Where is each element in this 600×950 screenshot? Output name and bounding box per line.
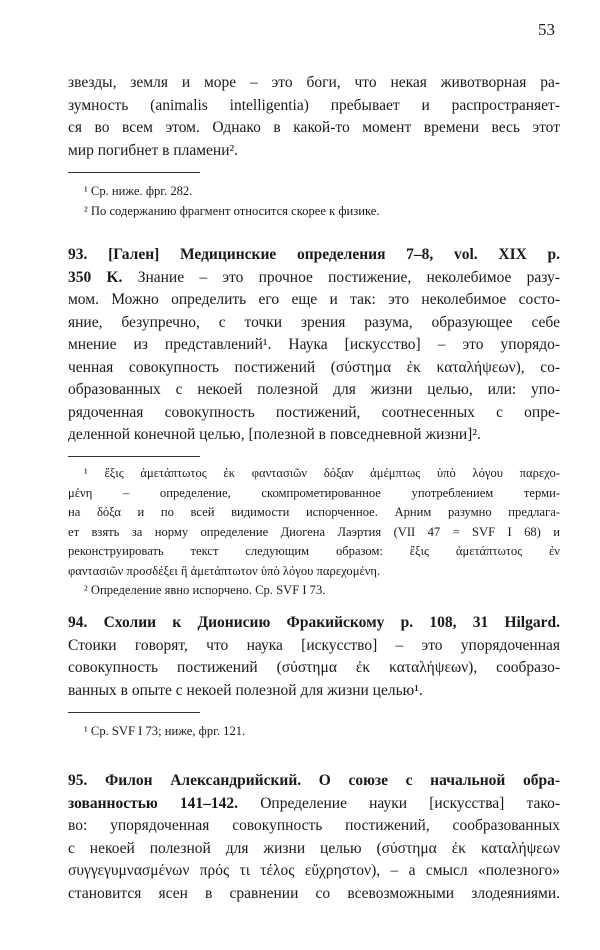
text-line: деленной конечной целью, [полезной в повседневной жизни]². <box>68 426 481 443</box>
fragment-93 <box>68 244 560 447</box>
text-line: становится ясен в сравнении со всевозможными злодеяниями. <box>68 884 560 902</box>
footnote: ¹ Ср. ниже. фрг. 282. <box>84 184 193 198</box>
text-line: ся во всем этом. Однако в какой-то момент времени весь этот <box>68 119 560 136</box>
text-line: совокупность постижений (σύστημα ἐκ καταλήψεων), сообразо- <box>68 659 560 676</box>
footnote-separator <box>68 456 200 457</box>
text-line: зумность (animalis intelligentia) пребывает и распространяет- <box>68 96 560 114</box>
fragment-95 <box>68 770 560 905</box>
text-line: Стоики говорят, что наука [искусство] – это упорядоченная <box>68 636 560 654</box>
text-line: зованностью 141–142. Определение науки [искусства] тако- <box>68 794 560 812</box>
text-line: звезды, земля и море – это боги, что некая животворная ра- <box>68 74 560 91</box>
footnotes-intro <box>68 182 560 221</box>
intro-paragraph <box>68 72 560 162</box>
footnotes-94 <box>68 722 560 742</box>
footnote-line: ет взять за норму определение Диогена Лаэртия (VII 47 = SVF I 68) и <box>68 524 560 539</box>
text-line: образованных с некоей полезной для жизни целью, или: упо- <box>68 381 560 398</box>
text-line: мнение из представлений¹. Наука [искусство] – это упорядо- <box>68 336 560 353</box>
footnote: ¹ ἕξις ἀμετάπτωτος ἐκ φαντασιῶν δόξαν ἀμέμπτως ὑπὸ λόγου παρεχο- <box>84 466 560 480</box>
text-line: ченная совокупность постижений (σύστημα ἐκ καταλήψεων), со- <box>68 358 560 376</box>
footnote-line: на δόξα и по всей видимости испорченное. Арним разумно предлага- <box>68 505 560 519</box>
footnote: ² Определение явно испорчено. Ср. SVF I 73. <box>84 583 326 597</box>
fragment-94 <box>68 612 560 702</box>
text-line: 350 K. Знание – это прочное постижение, неколебимое разу- <box>68 268 560 286</box>
text-line: ванных в опыте с некоей полезной для жизни целью¹. <box>68 681 423 699</box>
text-line: мир погибнет в пламени². <box>68 141 239 159</box>
footnote-line: реконструировать текст следующим образом: ἕξις ἀμετάπτωτος ἐν <box>68 544 560 558</box>
fragment-heading: 95. Филон Александрийский. О союзе с начальной обра- <box>68 772 560 789</box>
footnote-line: μένη – определение, скомпрометированное употреблением терми- <box>68 485 560 500</box>
text-line: συγγεγυμνασμένων πρός τι τέλος εὔχρηστον), – а смысл «полезного» <box>68 862 560 879</box>
fragment-heading: 94. Схолии к Дионисию Фракийскому p. 108, 31 Hilgard. <box>68 614 560 631</box>
text-line: яние, безупречно, с точки зрения разума, образующее себе <box>68 313 560 331</box>
page-number: 53 <box>538 20 555 39</box>
footnote-separator <box>68 712 200 713</box>
text-line: с некоей полезной для жизни целью (σύστημα ἐκ καταλήψεων <box>68 839 560 857</box>
text-line: во: упорядоченная совокупность постижений, сообразованных <box>68 817 560 834</box>
text-line: рядоченная совокупность постижений, соотнесенных с опре- <box>68 403 560 421</box>
footnotes-93 <box>68 464 560 601</box>
footnote: ² По содержанию фрагмент относится скорее к физике. <box>84 203 380 218</box>
text-line: мом. Можно определить его еще и так: это неколебимое состо- <box>68 291 560 308</box>
fragment-heading: 93. [Гален] Медицинские определения 7–8, vol. XIX p. <box>68 246 560 263</box>
footnote-separator <box>68 172 200 173</box>
footnote-line: φαντασιῶν προσδέξει ἢ ἀμετάπτωτον ὑπὸ λόγου παρεχομένη. <box>68 563 381 578</box>
footnote: ¹ Ср. SVF I 73; ниже, фрг. 121. <box>84 724 246 738</box>
